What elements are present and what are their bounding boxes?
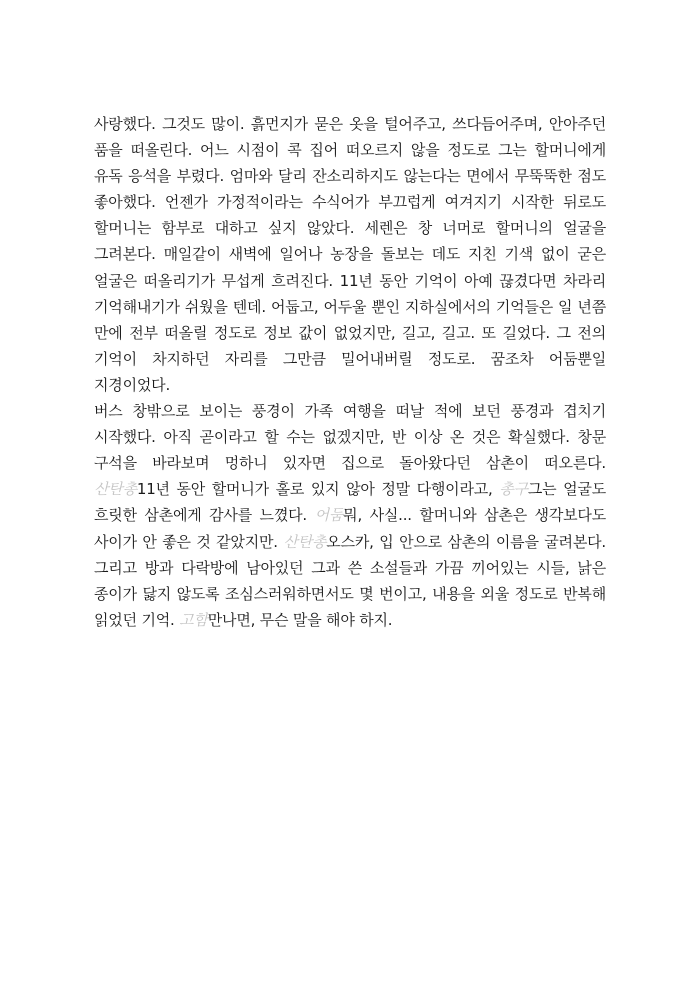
text-run: 오스카, 입 안으로 삼촌의 이름을 굴려본다. 그리고 방과 다락방에 남아있던 그과 쓴 소설들과 가끔 끼어있는 시들, 낡은 종이가 닳지 않도록 조심스러워하면서도 몇 번이고, 내용을 외울 정도로 반복해 읽었던 기억. xyxy=(94,532,606,629)
text-run: 뭐, 사실... 할머니와 삼촌은 생각보다도 사이가 안 좋은 것 같았지만. xyxy=(94,506,606,551)
paragraph-1 xyxy=(94,111,606,398)
ghost-word: 산탄총 xyxy=(283,532,327,551)
text-run: 버스 창밖으로 보이는 풍경이 가족 여행을 떠날 적에 보던 풍경과 겹치기 시작했다. 아직 곧이라고 할 수는 없겠지만, 반 이상 온 것은 확실했다. 창문 구석을 바라보며 멍하니 있자면 집으로 돌아왔다던 삼촌이 떠오른다. xyxy=(94,402,606,473)
ghost-word: 어둠 xyxy=(314,506,344,525)
ghost-word: 총구 xyxy=(499,480,528,499)
ghost-word: 산탄총 xyxy=(94,480,137,499)
text-run: 사랑했다. 그것도 많이. 흙먼지가 묻은 옷을 털어주고, 쓰다듬어주며, 안아주던 품을 떠올린다. 어느 시점이 콕 집어 떠오르지 않을 정도로 그는 할머니에게 유독 응석을 부렸다. 엄마와 달리 잔소리하지도 않는다는 면에서 무뚝뚝한 점도 좋아했다. 언젠가 가정적이라는 수식어가 부끄럽게 여겨지기 시작한 뒤로도 할머니는 함부로 대하고 싶지 않았다. 세렌은 창 너머로 할머니의 얼굴을 그려본다. 매일같이 새벽에 일어나 농장을 돌보는 데도 지친 기색 없이 굳은 얼굴은 떠올리기가 무섭게 흐려진다. 11년 동안 기억이 아예 끊겼다면 차라리 기억해내기가 쉬웠을 텐데. 어둡고, 어두울 뿐인 지하실에서의 기억들은 일 년쯤 만에 전부 떠올릴 정도로 정보 값이 없었지만, 길고, 길고. 또 길었다. 그 전의 기억이 차지하던 자리를 그만큼 밀어내버릴 정도로. 꿈조차 어둠뿐일 지경이었다. xyxy=(94,115,606,394)
document-page xyxy=(94,111,606,633)
text-run: 그는 얼굴도 흐릿한 삼촌에게 감사를 느꼈다. xyxy=(94,480,606,525)
text-run: 만나면, 무슨 말을 해야 하지. xyxy=(207,610,393,629)
ghost-word: 고함 xyxy=(179,610,208,629)
paragraph-2 xyxy=(94,398,606,633)
text-run: 11년 동안 할머니가 홀로 있지 않아 정말 다행이라고, xyxy=(136,480,500,499)
